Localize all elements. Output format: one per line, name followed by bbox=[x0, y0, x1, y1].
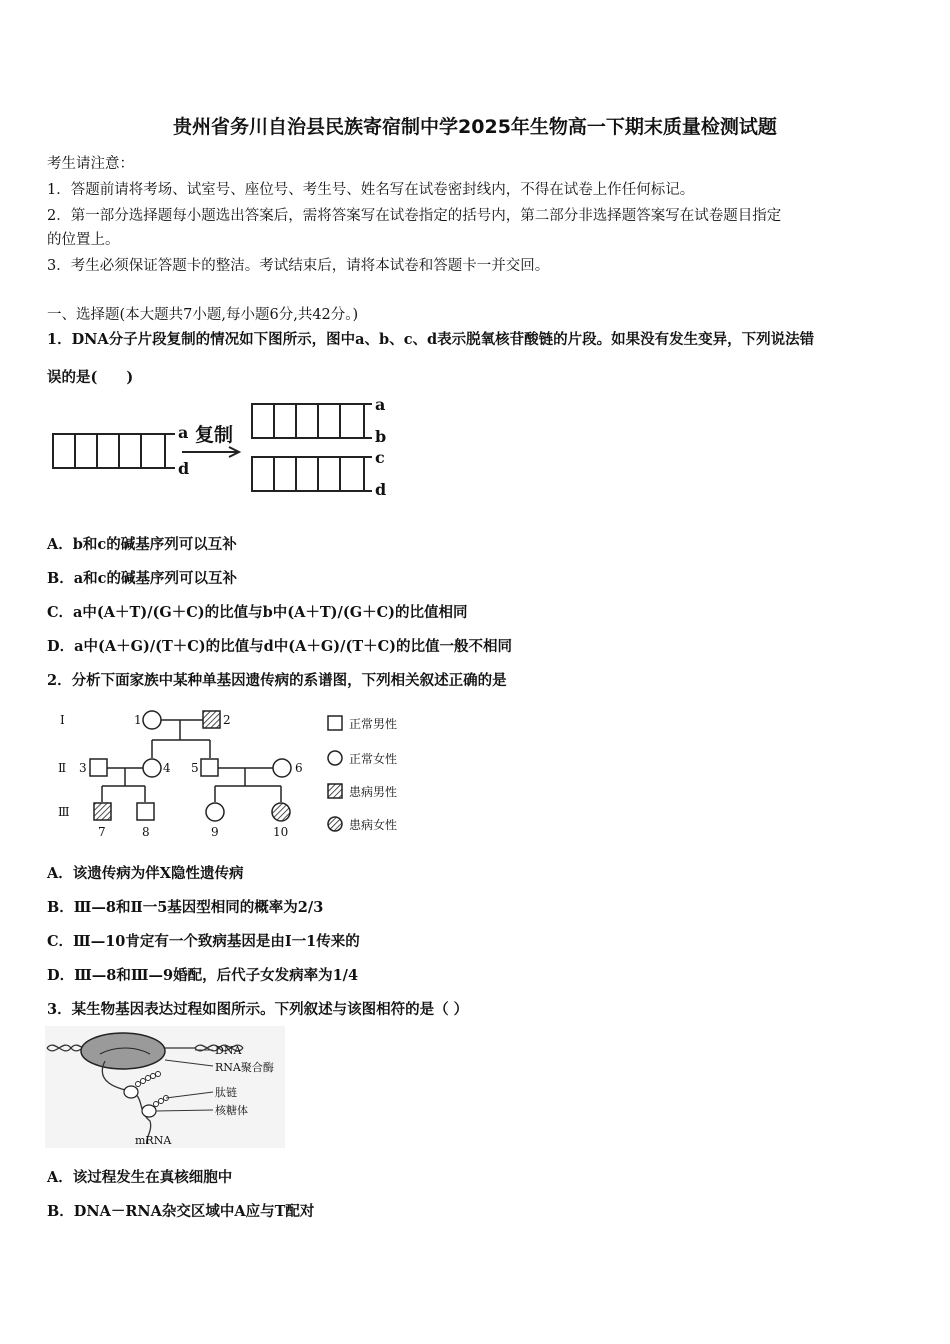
dna-daughter-2-box bbox=[252, 457, 364, 491]
question-3-option: B．DNA－RNA杂交区域中A应与T配对 bbox=[47, 1203, 315, 1220]
legend-affected-female-icon bbox=[328, 817, 342, 831]
individual-2 bbox=[203, 711, 220, 728]
individual-7 bbox=[94, 803, 111, 820]
individual-number: 8 bbox=[142, 825, 150, 839]
section-heading: 一、选择题(本大题共7小题,每小题6分,共42分。) bbox=[47, 307, 359, 323]
individual-4 bbox=[143, 759, 161, 777]
legend-label: 正常男性 bbox=[349, 717, 398, 731]
question-1-option: B．a和c的碱基序列可以互补 bbox=[47, 570, 237, 587]
ribosome-shape bbox=[124, 1086, 138, 1098]
strand-label-a: a bbox=[178, 423, 189, 442]
question-1-option: C．a中(A＋T)/(G＋C)的比值与b中(A＋T)/(G＋C)的比值相同 bbox=[47, 604, 468, 621]
question-1-stem-cont: 误的是( ) bbox=[47, 369, 134, 386]
strand-label-a2: a bbox=[375, 395, 386, 414]
notice-item: 1．答题前请将考场、试室号、座位号、考生号、姓名写在试卷密封线内，不得在试卷上作任何标记。 bbox=[47, 182, 695, 198]
question-2-option: B．Ⅲ—8和Ⅱ一5基因型相同的概率为2/3 bbox=[47, 899, 324, 916]
copy-label: 复制 bbox=[195, 424, 234, 446]
question-2-option: D．Ⅲ—8和Ⅲ—9婚配，后代子女发病率为1/4 bbox=[47, 967, 359, 984]
individual-number: 7 bbox=[98, 825, 106, 839]
individual-5 bbox=[201, 759, 218, 776]
dna-replication-figure bbox=[47, 392, 397, 502]
pedigree-figure bbox=[55, 702, 415, 842]
question-1-option: A．b和c的碱基序列可以互补 bbox=[47, 536, 237, 553]
strand-label-d: d bbox=[178, 459, 190, 478]
figure-label-dna: DNA bbox=[215, 1044, 242, 1057]
generation-label: Ⅰ bbox=[60, 713, 65, 727]
dna-daughter-1-box bbox=[252, 404, 364, 438]
strand-label-b: b bbox=[375, 427, 387, 446]
question-2-stem: 2．分析下面家族中某种单基因遗传病的系谱图，下列相关叙述正确的是 bbox=[47, 672, 507, 689]
legend-label: 患病男性 bbox=[349, 785, 398, 799]
notice-item: 的位置上。 bbox=[47, 232, 120, 248]
individual-number: 4 bbox=[163, 761, 171, 775]
individual-number: 3 bbox=[79, 761, 87, 775]
legend-normal-male-icon bbox=[328, 716, 342, 730]
individual-number: 6 bbox=[295, 761, 303, 775]
individual-number: 2 bbox=[223, 713, 231, 727]
question-1-stem: 1．DNA分子片段复制的情况如下图所示，图中a、b、c、d表示脱氧核苷酸链的片段。如果没有发生变异，下列说法错 bbox=[47, 331, 815, 348]
question-3-option: A．该过程发生在真核细胞中 bbox=[47, 1169, 233, 1186]
rna-polymerase-shape bbox=[81, 1033, 165, 1069]
individual-1 bbox=[143, 711, 161, 729]
individual-number: 9 bbox=[211, 825, 219, 839]
strand-label-d2: d bbox=[375, 480, 387, 499]
legend-normal-female-icon bbox=[328, 751, 342, 765]
generation-label: Ⅱ bbox=[58, 761, 67, 775]
figure-label-ribosome: 核糖体 bbox=[215, 1104, 248, 1117]
individual-9 bbox=[206, 803, 224, 821]
figure-label-mrna: mRNA bbox=[135, 1134, 172, 1147]
dna-parent-box bbox=[53, 434, 165, 468]
individual-number: 1 bbox=[134, 713, 142, 727]
notice-item: 2．第一部分选择题每小题选出答案后，需将答案写在试卷指定的括号内，第二部分非选择题答案写在试卷题目指定 bbox=[47, 208, 782, 224]
ribosome-shape bbox=[142, 1105, 156, 1117]
page-title: 贵州省务川自治县民族寄宿制中学2025年生物高一下期末质量检测试题 bbox=[173, 116, 777, 138]
figure-label-peptide: 肽链 bbox=[215, 1086, 237, 1099]
legend-affected-male-icon bbox=[328, 784, 342, 798]
legend-label: 正常女性 bbox=[349, 752, 398, 766]
generation-label: Ⅲ bbox=[58, 805, 70, 819]
question-1-option: D．a中(A＋G)/(T＋C)的比值与d中(A＋G)/(T＋C)的比值一般不相同 bbox=[47, 638, 513, 655]
gene-expression-figure bbox=[45, 1026, 285, 1148]
question-2-option: A．该遗传病为伴X隐性遗传病 bbox=[47, 865, 244, 882]
individual-number: 10 bbox=[273, 825, 289, 839]
individual-number: 5 bbox=[191, 761, 199, 775]
individual-8 bbox=[137, 803, 154, 820]
legend-label: 患病女性 bbox=[349, 818, 398, 832]
strand-label-c: c bbox=[375, 448, 385, 467]
individual-3 bbox=[90, 759, 107, 776]
question-3-stem: 3．某生物基因表达过程如图所示。下列叙述与该图相符的是（ ） bbox=[47, 1001, 469, 1018]
notice-item: 3．考生必须保证答题卡的整洁。考试结束后，请将本试卷和答题卡一并交回。 bbox=[47, 258, 550, 274]
question-2-option: C．Ⅲ—10肯定有一个致病基因是由Ⅰ一1传来的 bbox=[47, 933, 360, 950]
notice-heading: 考生请注意： bbox=[47, 156, 134, 172]
individual-10 bbox=[272, 803, 290, 821]
individual-6 bbox=[273, 759, 291, 777]
figure-label-rna-polymerase: RNA聚合酶 bbox=[215, 1061, 274, 1074]
